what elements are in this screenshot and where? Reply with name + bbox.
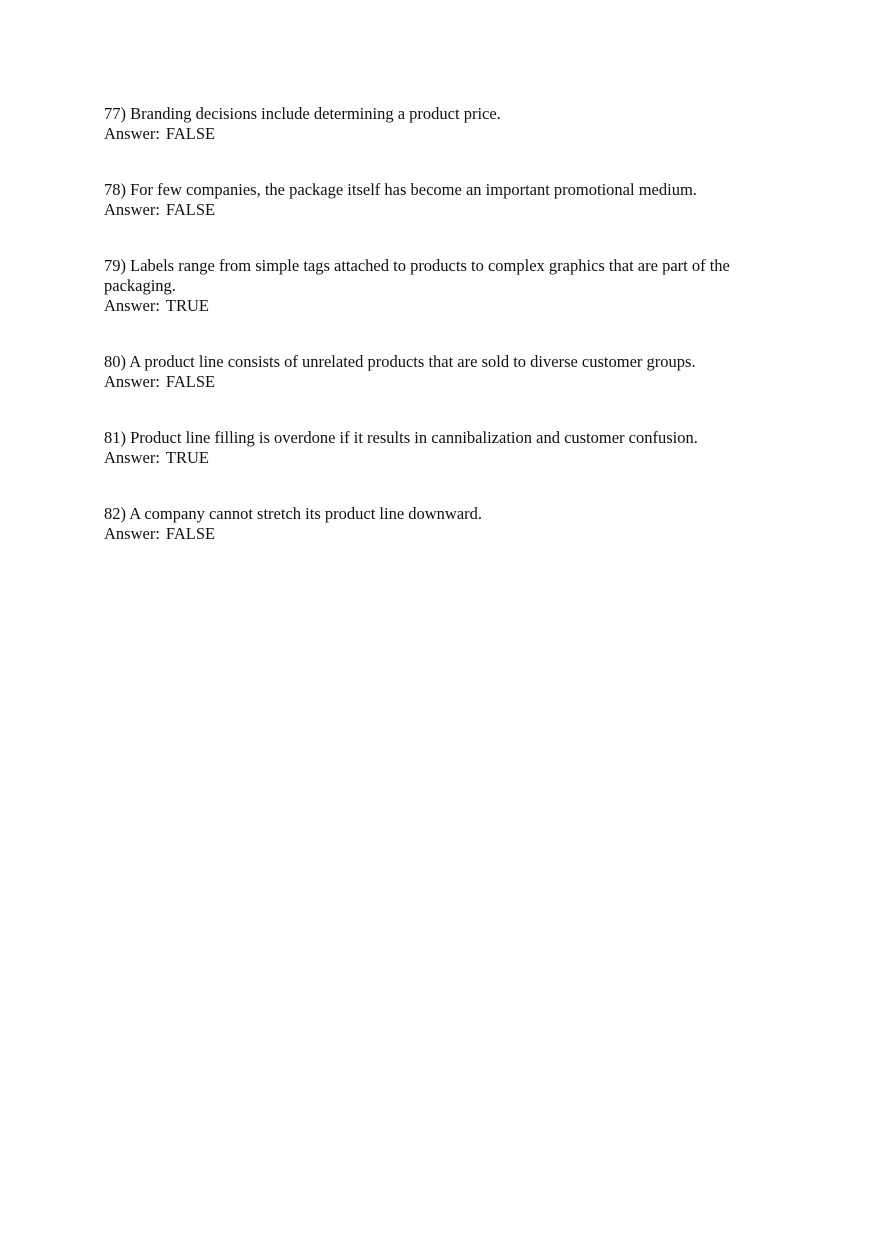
question-text: 80) A product line consists of unrelated products that are sold to diverse customer groups.: [104, 352, 696, 371]
answer-label: Answer:: [104, 124, 160, 143]
answer-line: [104, 524, 784, 544]
answer-label: Answer:: [104, 524, 160, 543]
answer-label: Answer:: [104, 372, 160, 391]
answer-line: [104, 448, 784, 468]
question-item-82: [104, 504, 784, 544]
question-text: 82) A company cannot stretch its product line downward.: [104, 504, 483, 523]
answer-value: FALSE: [165, 524, 216, 543]
answer-value: TRUE: [165, 296, 209, 315]
answer-label: Answer:: [104, 200, 160, 219]
question-text: 79) Labels range from simple tags attached to products to complex graphics that are part of the packaging.: [104, 256, 730, 295]
question-item-78: [104, 180, 784, 220]
answer-line: [104, 296, 784, 316]
question-text: 78) For few companies, the package itself has become an important promotional medium.: [104, 180, 697, 199]
question-item-79: [104, 256, 784, 316]
answer-line: [104, 372, 784, 392]
answer-value: FALSE: [165, 200, 216, 219]
question-item-80: [104, 352, 784, 392]
answer-value: TRUE: [165, 448, 209, 467]
answer-value: FALSE: [165, 372, 216, 391]
question-text: 81) Product line filling is overdone if it results in cannibalization and customer confusion.: [104, 428, 698, 447]
answer-label: Answer:: [104, 296, 160, 315]
answer-line: [104, 124, 784, 144]
question-text: 77) Branding decisions include determining a product price.: [104, 104, 501, 123]
document-page: [104, 104, 784, 544]
question-item-77: [104, 104, 784, 144]
answer-line: [104, 200, 784, 220]
answer-value: FALSE: [165, 124, 216, 143]
question-item-81: [104, 428, 784, 468]
answer-label: Answer:: [104, 448, 160, 467]
